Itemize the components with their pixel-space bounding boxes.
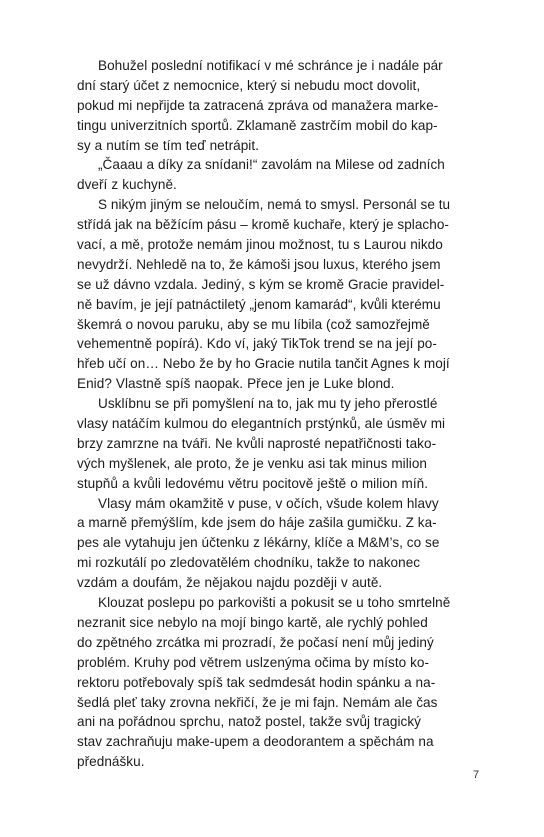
page-number: 7: [473, 769, 480, 781]
text-line: vzdám a doufám, že nějakou najdu později v autě.: [77, 575, 383, 591]
text-line: dní starý účet z nemocnice, který si nebudu moct dovolit,: [77, 77, 421, 93]
text-line: Enid? Vlastně spíš naopak. Přece jen je Luke blond.: [77, 376, 395, 392]
text-line: přednášku.: [77, 754, 145, 770]
text-line: ně bavím, je její patnáctiletý „jenom kamarád“, kvůli kterému: [77, 296, 441, 312]
text-line: tingu univerzitních sportů. Zklamaně zastrčím mobil do kap-: [77, 117, 438, 133]
text-line: pokud mi nepřijde ta zatracená zpráva od manažera marke-: [77, 97, 439, 113]
text-line: mi rozkutálí po zledovatělém chodníku, takže to nakonec: [77, 555, 421, 571]
text-line: do zpětného zrcátka mi prozradí, že počasí není můj jediný: [77, 634, 434, 650]
text-line: Vlasy mám okamžitě v puse, v očích, všude kolem hlavy: [98, 495, 439, 511]
text-line: šedlá pleť taky zrovna nekřičí, že je mi fajn. Nemám ale čas: [77, 694, 438, 710]
text-line: škemrá o novou paruku, aby se mu líbila (což samozřejmě: [77, 316, 430, 332]
text-line: Bohužel poslední notifikací v mé schránce je i nadále pár: [98, 58, 443, 73]
text-line: dveří z kuchyně.: [77, 177, 177, 193]
text-line: Klouzat poslepu po parkovišti a pokusit se u toho smrtelně: [98, 595, 451, 611]
text-line: vací, a mě, protože nemám jinou možnost, tu s Laurou nikdo: [77, 237, 443, 253]
body-text: [77, 56, 482, 772]
text-line: sy a nutím se tím teď netrápit.: [77, 137, 259, 153]
text-line: S nikým jiným se neloučím, nemá to smysl. Personál se tu: [98, 197, 451, 213]
text-line: „Čaaau a díky za snídani!“ zavolám na Milese od zadních: [98, 157, 445, 173]
text-line: rektoru potřebovaly spíš tak sedmdesát hodin spánku a na-: [77, 674, 436, 690]
text-line: pes ale vytahuju jen účtenku z lékárny, klíče a M&M’s, co se: [77, 535, 440, 551]
text-line: hřeb učí on… Nebo že by ho Gracie nutila tančit Agnes k mojí: [77, 356, 450, 372]
text-line: Usklíbnu se při pomyšlení na to, jak mu ty jeho přerostlé: [98, 396, 438, 412]
text-line: střídá jak na běžícím pásu – kromě kuchaře, který je splacho-: [77, 217, 449, 233]
text-line: nezranit sice nebylo na mojí bingo kartě, ale rychlý pohled: [77, 614, 428, 630]
text-line: ani na pořádnou sprchu, natož postel, takže svůj tragický: [77, 714, 421, 730]
text-line: stav zachraňuju make-upem a deodorantem a spěchám na: [77, 734, 434, 750]
text-line: vých myšlenek, ale proto, že je venku asi tak minus milion: [77, 455, 427, 471]
text-line: stupňů a kvůli ledovému větru pocitově ještě o milion míň.: [77, 475, 429, 491]
text-line: vehementně popírá). Kdo ví, jaký TikTok trend se na její po-: [77, 336, 437, 352]
text-line: brzy zamrzne na tváři. Ne kvůli naprosté nepatřičnosti tako-: [77, 435, 437, 451]
text-line: se už dávno vzdala. Jediný, s kým se kromě Gracie pravidel-: [77, 276, 445, 292]
text-line: nevydrží. Nehledě na to, že kámoši jsou luxus, kterého jsem: [77, 256, 441, 272]
text-line: vlasy natáčím kulmou do elegantních prstýnků, ale úsměv mi: [77, 416, 446, 432]
text-line: a marně přemýšlím, kde jsem do háje zašila gumičku. Z ka-: [77, 515, 437, 531]
text-line: problém. Kruhy pod větrem uslzenýma očima by místo ko-: [77, 654, 430, 670]
